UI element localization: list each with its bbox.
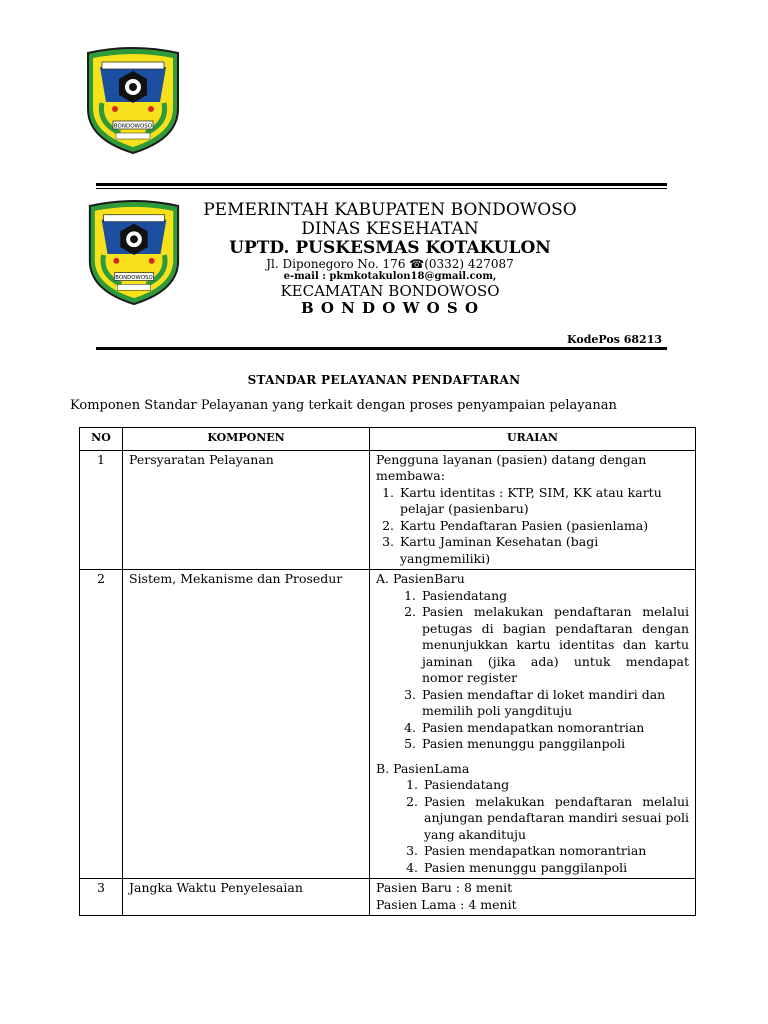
- header-postal-code: KodePos 68213: [567, 333, 662, 346]
- list-item: 3. Pasien mendaftar di loket mandiri dan memilih poli yangdituju: [420, 687, 689, 720]
- header-department: DINAS KESEHATAN: [301, 219, 479, 239]
- list-item: 2. Kartu Pendaftaran Pasien (pasienlama): [398, 518, 689, 535]
- document-intro: Komponen Standar Pelayanan yang terkait dengan proses penyampaian pelayanan: [70, 398, 617, 413]
- row-component: Jangka Waktu Penyelesaian: [123, 879, 370, 916]
- list-item: 1. Pasiendatang: [420, 588, 689, 605]
- header-email: e-mail : pkmkotakulon18@gmail.com,: [283, 271, 497, 282]
- list-item: 2. Pasien melakukan pendaftaran melalui petugas di bagian pendaftaran dengan menunjukkan kartu identitas dan kartu jaminan (jika ada) untuk mendapat nomor register: [420, 604, 689, 687]
- list-item: 2. Pasien melakukan pendaftaran melalui anjungan pendaftaran mandiri sesuai poli yang akandituju: [422, 794, 689, 844]
- regency-emblem-logo: [80, 47, 186, 157]
- table-row: [80, 450, 696, 570]
- row-description: [370, 879, 696, 916]
- table-header-row: [80, 428, 696, 451]
- list-item: 4. Pasien menunggu panggilanpoli: [422, 860, 689, 877]
- list-item: 1. Kartu identitas : KTP, SIM, KK atau kartu pelajar (pasienbaru): [398, 485, 689, 518]
- row-number: 3: [80, 879, 123, 916]
- requirement-intro: Pengguna layanan (pasien) datang dengan membawa:: [376, 451, 647, 483]
- top-rule-thick: [96, 183, 667, 186]
- header-address: Jl. Diponegoro No. 176 ☎(0332) 427087: [266, 257, 514, 271]
- row-description: [370, 570, 696, 879]
- document-title: STANDAR PELAYANAN PENDAFTARAN: [247, 373, 521, 387]
- top-rule-thin: [96, 188, 667, 189]
- header-government: PEMERINTAH KABUPATEN BONDOWOSO: [203, 200, 577, 220]
- letterhead-emblem-logo: [82, 200, 186, 308]
- header-uraian: URAIAN: [370, 428, 696, 451]
- list-item: 3. Kartu Jaminan Kesehatan (bagi yangmemiliki): [398, 534, 689, 567]
- list-item: 5. Pasien menunggu panggilanpoli: [420, 736, 689, 753]
- row-number: 1: [80, 450, 123, 570]
- table-row: [80, 879, 696, 916]
- header-subdistrict: KECAMATAN BONDOWOSO: [280, 282, 500, 300]
- service-standard-table: [79, 427, 696, 916]
- header-city: B O N D O W O S O: [300, 299, 480, 317]
- header-bottom-rule: [96, 347, 667, 350]
- row-description: [370, 450, 696, 570]
- section-a-label: A. PasienBaru: [376, 571, 465, 586]
- list-item: 4. Pasien mendapatkan nomorantrian: [420, 720, 689, 737]
- header-no: NO: [80, 428, 123, 451]
- row-component: Persyaratan Pelayanan: [123, 450, 370, 570]
- table-row: [80, 570, 696, 879]
- list-item: 3. Pasien mendapatkan nomorantrian: [422, 843, 689, 860]
- header-institution: UPTD. PUSKESMAS KOTAKULON: [229, 238, 551, 258]
- list-item: 1. Pasiendatang: [422, 777, 689, 794]
- duration-new-patient: Pasien Baru : 8 menit: [376, 880, 513, 895]
- duration-returning-patient: Pasien Lama : 4 menit: [376, 896, 517, 912]
- logo-label-text: BONDOWOSO: [113, 123, 153, 130]
- section-b-label: B. PasienLama: [376, 760, 470, 776]
- row-number: 2: [80, 570, 123, 879]
- letterhead-logo-label-text: BONDOWOSO: [115, 275, 153, 282]
- header-komponen: KOMPONEN: [123, 428, 370, 451]
- row-component: Sistem, Mekanisme dan Prosedur: [123, 570, 370, 879]
